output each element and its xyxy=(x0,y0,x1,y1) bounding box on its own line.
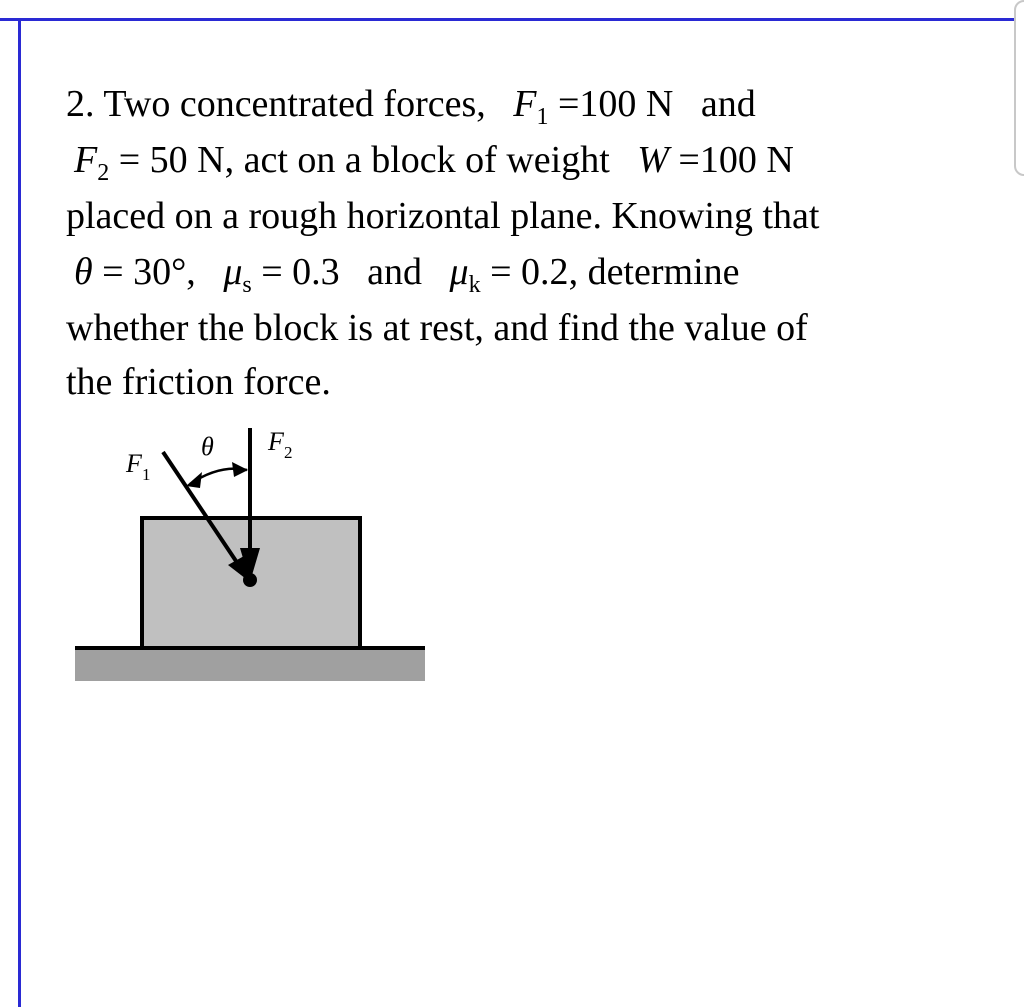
problem-number: 2. xyxy=(66,83,95,125)
w-value: =100 N xyxy=(678,139,794,181)
problem-line-5: whether the block is at rest, and find the value of xyxy=(66,307,808,349)
f1-label-subscript: 1 xyxy=(142,465,151,484)
mu-k-symbol: μ xyxy=(449,251,469,293)
problem-line-1 xyxy=(66,76,966,132)
mu-s-subscript: s xyxy=(242,272,252,298)
problem-line-4-text: , determine xyxy=(568,251,740,293)
problem-line-2 xyxy=(66,132,966,188)
page-frame-top-border xyxy=(0,18,1018,21)
w-symbol: W xyxy=(637,139,669,181)
problem-statement xyxy=(66,76,966,404)
f2-label-subscript: 2 xyxy=(284,443,293,462)
f1-subscript: 1 xyxy=(536,104,549,130)
f2-value: = 50 N xyxy=(118,139,225,181)
problem-line-1-text: Two concentrated forces, xyxy=(103,83,486,125)
force-diagram xyxy=(60,420,440,690)
problem-line-1-conj: and xyxy=(700,83,756,125)
theta-value: = 30°, xyxy=(102,251,196,293)
ground-surface xyxy=(75,648,425,681)
mu-k-subscript: k xyxy=(468,272,481,298)
mu-k-value: = 0.2 xyxy=(490,251,569,293)
theta-arc-arrow-right xyxy=(232,462,248,477)
force-diagram-svg xyxy=(60,420,440,690)
problem-line-6: the friction force. xyxy=(66,361,331,403)
problem-line-3: placed on a rough horizontal plane. Knowing that xyxy=(66,195,820,237)
theta-label: θ xyxy=(201,432,214,461)
application-point xyxy=(243,573,257,587)
problem-line-2-text: , act on a block of weight xyxy=(224,139,610,181)
f2-symbol: F xyxy=(74,139,98,181)
page-frame-left-border xyxy=(18,18,21,1007)
f2-subscript: 2 xyxy=(97,160,110,186)
problem-line-4-conj: and xyxy=(367,251,423,293)
theta-arc-arrow-left xyxy=(186,472,202,488)
f1-value: =100 N xyxy=(557,83,674,125)
f1-symbol: F xyxy=(513,83,537,125)
problem-line-4 xyxy=(66,244,966,300)
theta-symbol: θ xyxy=(74,251,93,293)
side-panel-tab[interactable] xyxy=(1014,0,1024,176)
f2-label: F xyxy=(268,427,284,456)
f1-label: F xyxy=(126,449,142,478)
mu-s-value: = 0.3 xyxy=(261,251,340,293)
mu-s-symbol: μ xyxy=(223,251,243,293)
